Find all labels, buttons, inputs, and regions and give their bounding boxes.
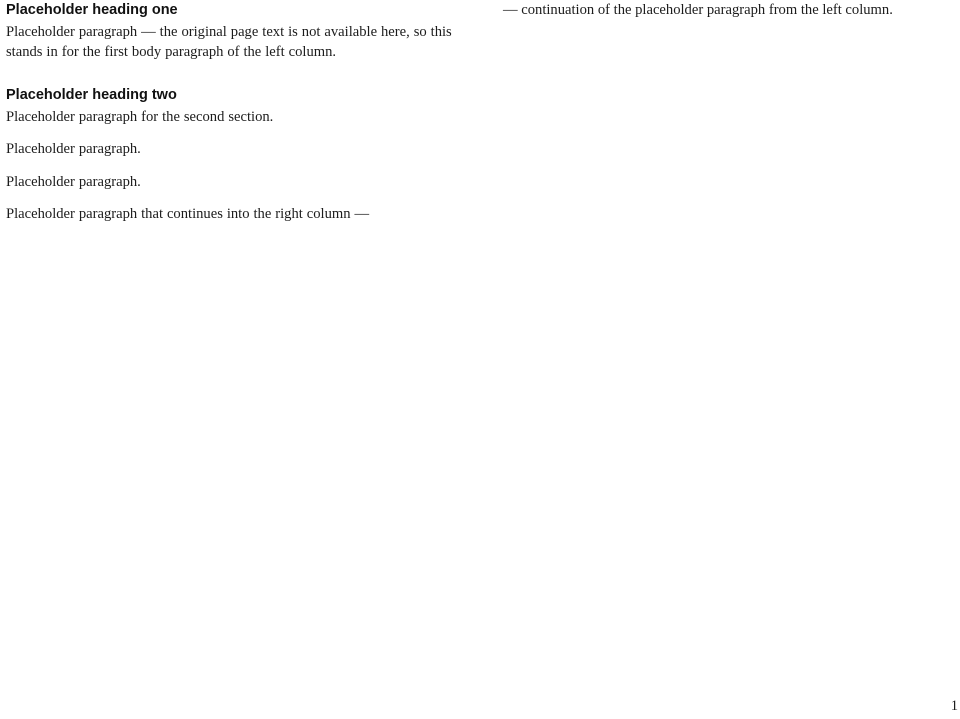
continued-paragraph: — continuation of the placeholder paragraph from the left column. (503, 2, 893, 18)
section-placeholder-two (6, 85, 466, 225)
body-paragraph: Placeholder paragraph — the original page text is not available here, so this stands in for the first body paragraph of the left column. (6, 24, 452, 61)
left-column (6, 0, 466, 246)
body-paragraph: Placeholder paragraph for the second section. (6, 108, 274, 125)
body-paragraph: Placeholder paragraph. (6, 173, 141, 190)
body-paragraph: Placeholder paragraph that continues into the right column — (6, 206, 370, 223)
section-heading: Placeholder heading one (6, 2, 178, 18)
section-heading: Placeholder heading two (6, 86, 177, 103)
right-column (503, 0, 943, 32)
page-number: 1 (950, 698, 958, 714)
section-placeholder-one (6, 0, 466, 63)
body-paragraph: Placeholder paragraph. (6, 141, 141, 158)
